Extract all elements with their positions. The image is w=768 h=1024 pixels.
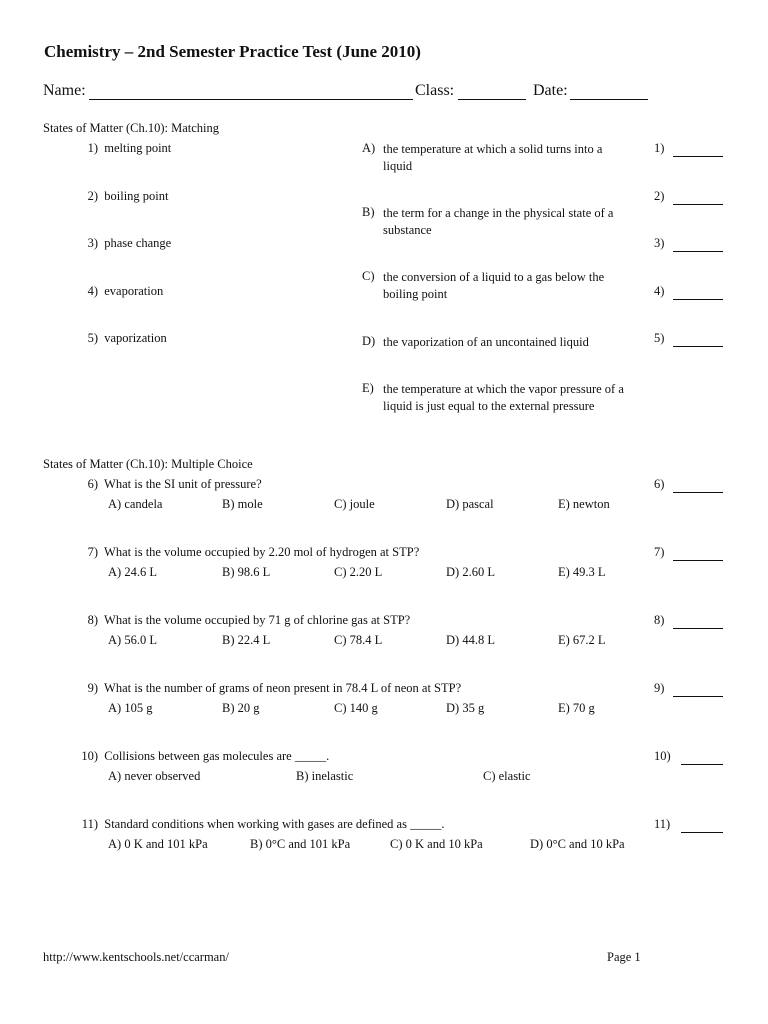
page-number: Page 1 (607, 950, 641, 964)
option[interactable]: E) 49.3 L (558, 565, 606, 579)
option[interactable]: A) 0 K and 101 kPa (108, 837, 208, 851)
matching-term: 1) melting point (87, 141, 172, 155)
answer-blank[interactable] (673, 204, 723, 205)
matching-term: 3) phase change (87, 236, 172, 250)
answer-number: 11) (654, 817, 671, 831)
option[interactable]: D) 44.8 L (446, 633, 495, 647)
question: 8) What is the volume occupied by 71 g of chlorine gas at STP? (87, 613, 411, 627)
option[interactable]: A) 105 g (108, 701, 153, 715)
answer-blank[interactable] (673, 251, 723, 252)
answer-number: 5) (654, 331, 665, 345)
option[interactable]: D) 0°C and 10 kPa (530, 837, 625, 851)
answer-number: 8) (654, 613, 665, 627)
date-blank[interactable] (570, 99, 648, 100)
matching-heading: States of Matter (Ch.10): Matching (43, 121, 220, 135)
option[interactable]: C) 0 K and 10 kPa (390, 837, 483, 851)
option[interactable]: C) elastic (483, 769, 531, 783)
option[interactable]: B) 20 g (222, 701, 260, 715)
option[interactable]: E) 70 g (558, 701, 595, 715)
answer-number: 6) (654, 477, 665, 491)
answer-number: 10) (654, 749, 671, 763)
answer-number: 1) (654, 141, 665, 155)
definition-text: the term for a change in the physical state of a substance (383, 206, 614, 237)
option[interactable]: E) newton (558, 497, 610, 511)
question: 10) Collisions between gas molecules are _____. (81, 749, 330, 763)
page-title: Chemistry – 2nd Semester Practice Test (June 2010) (44, 42, 421, 61)
option[interactable]: A) never observed (108, 769, 201, 783)
date-label: Date: (533, 82, 568, 99)
option[interactable]: C) 2.20 L (334, 565, 383, 579)
answer-number: 2) (654, 189, 665, 203)
option[interactable]: C) 140 g (334, 701, 378, 715)
answer-number: 3) (654, 236, 665, 250)
answer-blank[interactable] (681, 764, 723, 765)
definition-text: the temperature at which the vapor pressure of a liquid is just equal to the external pressure (383, 382, 624, 413)
answer-blank[interactable] (681, 832, 723, 833)
definition-letter: E) (362, 381, 374, 395)
question: 9) What is the number of grams of neon present in 78.4 L of neon at STP? (87, 681, 462, 695)
answer-blank[interactable] (673, 492, 723, 493)
option[interactable]: D) pascal (446, 497, 494, 511)
option[interactable]: B) inelastic (296, 769, 354, 783)
question: 7) What is the volume occupied by 2.20 mol of hydrogen at STP? (87, 545, 420, 559)
class-label: Class: (415, 82, 455, 99)
answer-blank[interactable] (673, 299, 723, 300)
option[interactable]: E) 67.2 L (558, 633, 606, 647)
answer-blank[interactable] (673, 560, 723, 561)
answer-number: 4) (654, 284, 665, 298)
definition-letter: B) (362, 205, 375, 219)
option[interactable]: D) 2.60 L (446, 565, 495, 579)
definition-letter: A) (362, 141, 376, 155)
question: 6) What is the SI unit of pressure? (87, 477, 262, 491)
matching-term: 2) boiling point (87, 189, 169, 203)
answer-number: 7) (654, 545, 665, 559)
answer-blank[interactable] (673, 696, 723, 697)
multiple-choice-heading: States of Matter (Ch.10): Multiple Choice (43, 457, 253, 471)
answer-blank[interactable] (673, 156, 723, 157)
matching-term: 5) vaporization (87, 331, 167, 345)
name-label: Name: (43, 82, 86, 99)
option[interactable]: C) joule (334, 497, 375, 511)
definition-text: the vaporization of an uncontained liquid (383, 335, 589, 349)
option[interactable]: B) 98.6 L (222, 565, 271, 579)
option[interactable]: C) 78.4 L (334, 633, 383, 647)
definition-letter: D) (362, 334, 376, 348)
option[interactable]: A) 24.6 L (108, 565, 157, 579)
definition-text: the conversion of a liquid to a gas below the boiling point (383, 270, 605, 301)
answer-blank[interactable] (673, 346, 723, 347)
option[interactable]: D) 35 g (446, 701, 485, 715)
definition-text: the temperature at which a solid turns into a liquid (383, 142, 603, 173)
matching-term: 4) evaporation (87, 284, 164, 298)
question: 11) Standard conditions when working with gases are defined as _____. (81, 817, 445, 831)
option[interactable]: B) mole (222, 497, 263, 511)
option[interactable]: B) 22.4 L (222, 633, 271, 647)
definition-letter: C) (362, 269, 375, 283)
option[interactable]: A) candela (108, 497, 163, 511)
answer-blank[interactable] (673, 628, 723, 629)
class-blank[interactable] (458, 99, 526, 100)
option[interactable]: A) 56.0 L (108, 633, 157, 647)
answer-number: 9) (654, 681, 665, 695)
footer-url[interactable]: http://www.kentschools.net/ccarman/ (43, 950, 229, 964)
name-blank[interactable] (89, 99, 413, 100)
option[interactable]: B) 0°C and 101 kPa (250, 837, 351, 851)
